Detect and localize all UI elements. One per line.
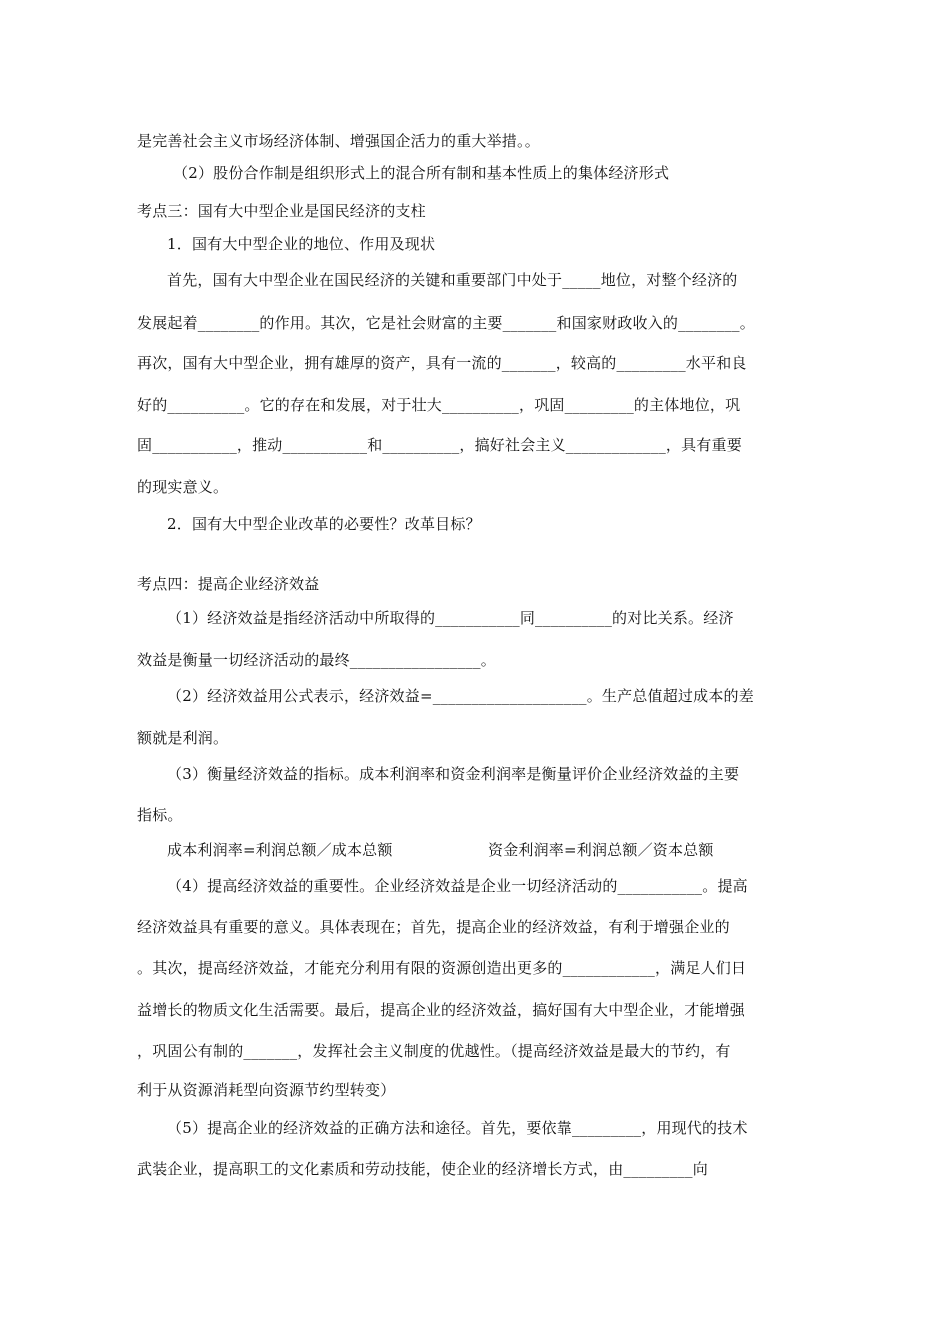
text-line: 武装企业，提高职工的文化素质和劳动技能，使企业的经济增长方式，由_________向 bbox=[137, 1160, 708, 1178]
text-line: 首先，国有大中型企业在国民经济的关键和重要部门中处于_____地位，对整个经济的 bbox=[167, 271, 738, 289]
section-heading: 考点四：提高企业经济效益 bbox=[137, 575, 320, 593]
subheading: 2．国有大中型企业改革的必要性？改革目标？ bbox=[167, 515, 481, 533]
text-line: 固___________，推动___________和__________，搞好社会主义_____________，具有重要 bbox=[137, 436, 742, 454]
section-heading: 考点三：国有大中型企业是国民经济的支柱 bbox=[137, 202, 426, 220]
text-line: （5）提高企业的经济效益的正确方法和途径。首先，要依靠_________，用现代的技术 bbox=[167, 1119, 748, 1137]
formula-capital-profit-rate: 资金利润率=利润总额／资本总额 bbox=[488, 841, 714, 859]
formula-cost-profit-rate: 成本利润率=利润总额／成本总额 bbox=[167, 841, 393, 859]
text-line: ，巩固公有制的_______，发挥社会主义制度的优越性。（提高经济效益是最大的节约，有 bbox=[137, 1042, 731, 1060]
text-line: 好的__________。它的存在和发展，对于壮大__________，巩固_________的主体地位，巩 bbox=[137, 396, 741, 414]
text-line: 指标。 bbox=[137, 806, 183, 824]
text-line: （2）经济效益用公式表示，经济效益=____________________。生产总值超过成本的差 bbox=[167, 687, 754, 705]
text-line: 经济效益具有重要的意义。具体表现在；首先，提高企业的经济效益，有利于增强企业的 bbox=[137, 918, 730, 936]
text-line: （4）提高经济效益的重要性。企业经济效益是企业一切经济活动的___________。提高 bbox=[167, 877, 748, 895]
text-line: 再次，国有大中型企业，拥有雄厚的资产，具有一流的_______，较高的_________水平和良 bbox=[137, 354, 747, 372]
text-line: 额就是利润。 bbox=[137, 729, 229, 747]
text-line: （1）经济效益是指经济活动中所取得的___________同__________的对比关系。经济 bbox=[167, 609, 734, 627]
text-line: 发展起着________的作用。其次，它是社会财富的主要_______和国家财政收入的________。 bbox=[137, 314, 755, 332]
text-line: 利于从资源消耗型向资源节约型转变） bbox=[137, 1081, 396, 1099]
text-line: 效益是衡量一切经济活动的最终_________________。 bbox=[137, 651, 496, 669]
text-line: （2）股份合作制是组织形式上的混合所有制和基本性质上的集体经济形式 bbox=[173, 164, 670, 182]
subheading: 1．国有大中型企业的地位、作用及现状 bbox=[167, 235, 436, 253]
text-line: （3）衡量经济效益的指标。成本利润率和资金利润率是衡量评价企业经济效益的主要 bbox=[167, 765, 740, 783]
text-line: 的现实意义。 bbox=[137, 478, 229, 496]
text-line: 。其次，提高经济效益，才能充分利用有限的资源创造出更多的____________，满足人们日 bbox=[137, 959, 747, 977]
text-line: 益增长的物质文化生活需要。最后，提高企业的经济效益，搞好国有大中型企业，才能增强 bbox=[137, 1001, 746, 1019]
text-line: 是完善社会主义市场经济体制、增强国企活力的重大举措。。 bbox=[137, 132, 540, 150]
